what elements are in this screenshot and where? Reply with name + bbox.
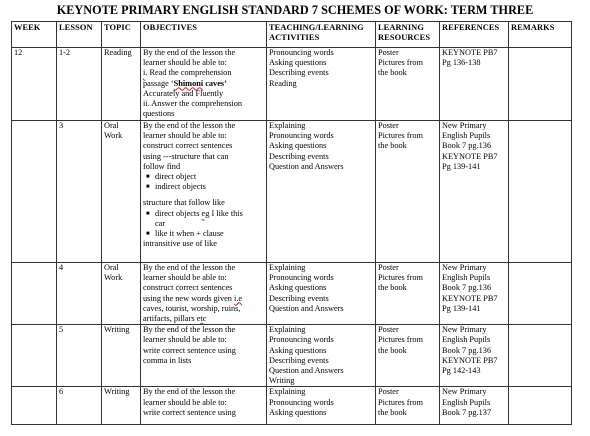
reference-item: English Pupils — [442, 397, 491, 407]
reference-item: New Primary — [442, 121, 487, 130]
week-cell — [12, 387, 57, 425]
objectives-cell — [141, 121, 267, 263]
reference-item: New Primary — [442, 263, 487, 272]
objective-line: learner should be able to: — [143, 58, 227, 68]
activity-item: Describing events — [269, 151, 329, 161]
reference-item: Pg 136-138 — [442, 58, 481, 68]
square-bullet-icon: ■ — [146, 174, 150, 181]
topic-cell: Writing — [102, 387, 141, 425]
activity-item: Asking questions — [269, 141, 327, 151]
bullet-text: like it when + clause — [155, 229, 224, 239]
resource-item: Pictures from — [378, 397, 423, 407]
bullet-text — [155, 209, 243, 218]
objective-line: write correct sentence using — [143, 345, 236, 355]
lesson-cell: 3 — [57, 121, 102, 263]
passage-title: Shimoni — [173, 78, 204, 88]
activity-item: Pronouncing words — [269, 397, 334, 407]
objective-line: By the end of the lesson the — [143, 48, 236, 57]
resource-item: the book — [378, 407, 407, 417]
activity-item: Explaining — [269, 263, 306, 272]
bullet-text: indirect objects — [155, 182, 206, 192]
square-bullet-icon: ■ — [146, 184, 150, 191]
activities-cell — [267, 121, 376, 263]
table-row — [12, 121, 572, 263]
resources-cell — [376, 121, 440, 263]
objective-fragment: i — [143, 68, 146, 78]
objective-fragment: i.e — [234, 293, 243, 303]
objective-line — [143, 79, 264, 89]
header-activities-line: TEACHING/LEARNING — [269, 23, 364, 32]
objective-bullet — [143, 229, 264, 239]
objective-line: caves, tourist, worship, ruins, — [143, 303, 241, 313]
table-row — [12, 387, 572, 425]
table-row — [12, 325, 572, 387]
reference-item: English Pupils — [442, 131, 491, 141]
objective-line: learner should be able to: — [143, 397, 227, 407]
header-references: REFERENCES — [440, 22, 509, 48]
activity-item: Question and Answers — [269, 303, 344, 313]
objective-line: construct correct sentences — [143, 283, 233, 293]
objective-line: learner should be able to: — [143, 335, 227, 345]
bullet-text: direct object — [155, 172, 197, 182]
header-resources — [376, 22, 440, 48]
reference-item: KEYNOTE PB7 — [442, 48, 498, 57]
reference-item: KEYNOTE PB7 — [442, 355, 498, 365]
remarks-cell — [509, 263, 572, 325]
square-bullet-icon: ■ — [146, 210, 150, 217]
header-topic: TOPIC — [102, 22, 141, 48]
resource-item: Pictures from — [378, 273, 423, 283]
resource-item: Poster — [378, 48, 399, 57]
references-cell — [440, 121, 509, 263]
reference-item: New Primary — [442, 325, 487, 335]
objectives-cell — [141, 263, 267, 325]
objective-line: ii. Answer the comprehension — [143, 99, 243, 109]
references-cell — [440, 325, 509, 387]
topic-line: Work — [104, 273, 123, 283]
reference-item: Book 7 pg.136 — [442, 141, 492, 151]
activity-item: Asking questions — [269, 283, 327, 293]
header-resources-line: LEARNING — [378, 23, 424, 32]
resources-cell — [376, 263, 440, 325]
activity-item: Pronouncing words — [269, 335, 334, 345]
activity-item: Explaining — [269, 121, 306, 130]
bullet-fragment: direct objects — [155, 208, 202, 218]
objective-line — [143, 294, 264, 304]
activities-cell — [267, 48, 376, 121]
objective-bullet — [143, 182, 264, 192]
reference-item: New Primary — [442, 387, 487, 397]
objective-fragment: artifacts, pillars — [143, 314, 197, 324]
topic-cell — [102, 263, 141, 325]
remarks-cell — [509, 387, 572, 425]
lesson-cell: 4 — [57, 263, 102, 325]
objective-line: By the end of the lesson the — [143, 325, 236, 335]
bullet-fragment: I like this — [209, 208, 243, 218]
topic-line: Oral — [104, 263, 119, 272]
lesson-cell: 5 — [57, 325, 102, 387]
resources-cell — [376, 325, 440, 387]
activity-item: Pronouncing words — [269, 48, 334, 57]
objective-line — [143, 314, 264, 324]
header-resources-line: RESOURCES — [378, 33, 431, 42]
table-row — [12, 263, 572, 325]
header-week: WEEK — [12, 22, 57, 48]
objectives-cell — [141, 48, 267, 121]
resource-item: the book — [378, 345, 407, 355]
reference-item: Pg 139-141 — [442, 161, 481, 171]
objective-line: write correct sentence using — [143, 407, 236, 417]
objectives-cell — [141, 325, 267, 387]
topic-cell: Reading — [102, 48, 141, 121]
resource-item: Poster — [378, 121, 399, 130]
activity-item: Pronouncing words — [269, 131, 334, 141]
remarks-cell — [509, 48, 572, 121]
objective-line: Accurately and Fluently — [143, 88, 224, 98]
week-cell: 12 — [12, 48, 57, 121]
reference-item: English Pupils — [442, 273, 491, 283]
remarks-cell — [509, 121, 572, 263]
reference-item: Pg 142-143 — [442, 366, 481, 376]
header-lesson: LESSON — [57, 22, 102, 48]
reference-item: English Pupils — [442, 335, 491, 345]
objective-fragment: etc — [196, 314, 207, 324]
header-activities-line: ACTIVITIES — [269, 33, 320, 42]
resource-item: Poster — [378, 387, 399, 397]
header-row — [12, 22, 572, 48]
header-remarks: REMARKS — [509, 22, 572, 48]
activities-cell — [267, 263, 376, 325]
activities-cell — [267, 325, 376, 387]
bullet-fragment: eg — [201, 208, 210, 218]
week-cell — [12, 121, 57, 263]
objective-line: comma in lists — [143, 355, 192, 365]
activity-item: Writing — [269, 376, 295, 386]
activity-item: Describing events — [269, 355, 329, 365]
resources-cell — [376, 48, 440, 121]
objective-fragment: using the new words given — [143, 293, 235, 303]
objective-fragment: passage ‘ — [143, 78, 174, 88]
reference-item: KEYNOTE PB7 — [442, 293, 498, 303]
objective-line: construct correct sentences — [143, 141, 233, 151]
topic-line: Oral — [104, 121, 119, 130]
header-objectives: OBJECTIVES — [141, 22, 267, 48]
activity-item: Asking questions — [269, 407, 327, 417]
activity-item: Explaining — [269, 325, 306, 335]
resource-item: Pictures from — [378, 131, 423, 141]
lesson-cell: 6 — [57, 387, 102, 425]
objective-bullet — [143, 172, 264, 182]
square-bullet-icon: ■ — [146, 231, 150, 238]
resource-item: the book — [378, 141, 407, 151]
activity-item: Question and Answers — [269, 366, 344, 376]
objective-line: questions — [143, 109, 175, 119]
reference-item: Book 7 pg.137 — [442, 407, 492, 417]
objective-bullet — [143, 209, 264, 219]
references-cell — [440, 48, 509, 121]
lesson-cell: 1-2 — [57, 48, 102, 121]
reference-item: Book 7 pg.136 — [442, 345, 492, 355]
table-row — [12, 48, 572, 121]
resource-item: the book — [378, 68, 407, 78]
activity-item: Explaining — [269, 387, 306, 397]
topic-cell: Writing — [102, 325, 141, 387]
activity-item: Pronouncing words — [269, 273, 334, 283]
objective-line: structure that follow like — [143, 198, 225, 208]
topic-cell — [102, 121, 141, 263]
references-cell — [440, 387, 509, 425]
objective-fragment: . Read the comprehension — [145, 68, 232, 78]
objective-fragment: caves’ — [203, 78, 227, 88]
reference-item: Book 7 pg.136 — [442, 283, 492, 293]
references-cell — [440, 263, 509, 325]
objective-line: By the end of the lesson the — [143, 263, 236, 272]
objective-line — [143, 68, 264, 78]
header-activities — [267, 22, 376, 48]
reference-item: KEYNOTE PB7 — [442, 151, 498, 161]
objective-line: learner should be able to: — [143, 131, 227, 141]
scheme-of-work-table — [11, 21, 572, 425]
activity-item: Describing events — [269, 293, 329, 303]
activity-item: Question and Answers — [269, 161, 344, 171]
activity-item: Asking questions — [269, 58, 327, 68]
resource-item: the book — [378, 283, 407, 293]
week-cell — [12, 263, 57, 325]
objectives-cell — [141, 387, 267, 425]
remarks-cell — [509, 325, 572, 387]
reference-item: Pg 139-141 — [442, 303, 481, 313]
topic-line: Work — [104, 131, 123, 141]
resource-item: Pictures from — [378, 58, 423, 68]
objective-line: By the end of the lesson the — [143, 121, 236, 130]
objective-line: learner should be able to: — [143, 273, 227, 283]
bullet-continuation: car — [155, 218, 166, 228]
objective-line: follow find — [143, 161, 181, 171]
activity-item: Describing events — [269, 68, 329, 78]
resource-item: Poster — [378, 325, 399, 335]
week-cell — [12, 325, 57, 387]
document-title: KEYNOTE PRIMARY ENGLISH STANDARD 7 SCHEMES OF WORK: TERM THREE — [56, 3, 534, 17]
activity-item: Asking questions — [269, 345, 327, 355]
resources-cell — [376, 387, 440, 425]
resource-item: Pictures from — [378, 335, 423, 345]
activities-cell — [267, 387, 376, 425]
activity-item: Reading — [269, 78, 297, 88]
objective-line: using ---structure that can — [143, 151, 229, 161]
resource-item: Poster — [378, 263, 399, 272]
objective-line: By the end of the lesson the — [143, 387, 236, 397]
objective-line: intransitive use of like — [143, 239, 217, 249]
